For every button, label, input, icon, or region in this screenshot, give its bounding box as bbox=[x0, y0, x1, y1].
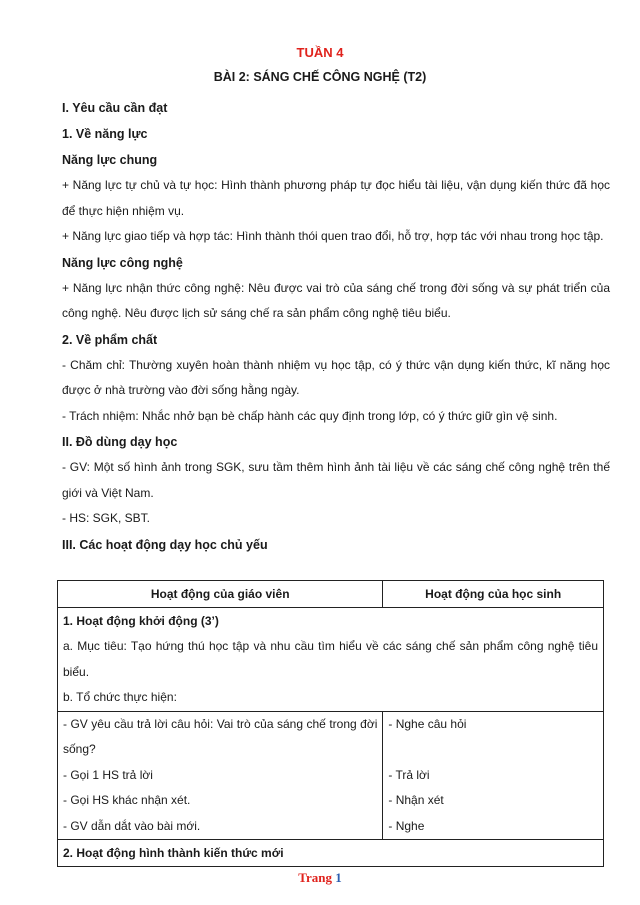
teacher-steps-cell bbox=[58, 711, 383, 840]
activity1-intro-row bbox=[58, 608, 604, 712]
general-competence-p2: + Năng lực giao tiếp và hợp tác: Hình thành thói quen trao đổi, hỗ trợ, hợp tác với nhau trong học tập. bbox=[62, 229, 604, 243]
general-competence-heading: Năng lực chung bbox=[62, 153, 158, 167]
materials-heading: II. Đồ dùng dạy học bbox=[62, 435, 178, 449]
tech-competence-heading: Năng lực công nghệ bbox=[62, 255, 183, 270]
activity2-title: 2. Hoạt động hình thành kiến thức mới bbox=[63, 846, 284, 860]
general-competence-p1: + Năng lực tự chủ và tự học: Hình thành phương pháp tự đọc hiểu tài liệu, vận dụng kiến thức đã học để thực hiện nhiệm vụ. bbox=[62, 178, 610, 218]
page-footer bbox=[0, 870, 640, 886]
lesson-content bbox=[62, 95, 610, 558]
activity2-row bbox=[58, 840, 604, 867]
competence-heading: 1. Về năng lực bbox=[62, 127, 148, 141]
activity1-organization: b. Tổ chức thực hiện: bbox=[63, 690, 177, 704]
page-number: 1 bbox=[335, 870, 342, 885]
quality-p2: - Trách nhiệm: Nhắc nhở bạn bè chấp hành các quy định trong lớp, có ý thức giữ gìn vệ sinh. bbox=[62, 408, 558, 423]
materials-gv: - GV: Một số hình ảnh trong SGK, sưu tầm thêm hình ảnh tài liệu về các sáng chế công nghệ trên thế giới và Việt Nam. bbox=[62, 460, 610, 500]
lesson-title: BÀI 2: SÁNG CHẾ CÔNG NGHỆ (T2) bbox=[213, 70, 427, 84]
teacher-step: - GV dẫn dắt vào bài mới. bbox=[63, 818, 201, 833]
quality-heading: 2. Về phẩm chất bbox=[62, 332, 158, 347]
student-step: - Nhận xét bbox=[388, 793, 444, 807]
materials-hs: - HS: SGK, SBT. bbox=[62, 511, 151, 525]
activity1-steps-row bbox=[58, 711, 604, 840]
tech-competence-p1: + Năng lực nhận thức công nghệ: Nêu được vai trò của sáng chế trong đời sống và sự phát triển của công nghệ. Nêu được lịch sử sáng chế ra sản phẩm công nghệ tiêu biểu. bbox=[62, 280, 610, 320]
activities-heading: III. Các hoạt động dạy học chủ yếu bbox=[62, 537, 268, 552]
activity1-goal: a. Mục tiêu: Tạo hứng thú học tập và nhu cầu tìm hiểu về các sáng chế sản phẩm công nghệ tiêu biểu. bbox=[63, 639, 598, 679]
teacher-step: - Gọi HS khác nhận xét. bbox=[63, 793, 191, 807]
page-label: Trang bbox=[298, 870, 332, 885]
teacher-column-header: Hoạt động của giáo viên bbox=[58, 581, 383, 608]
quality-p1: - Chăm chỉ: Thường xuyên hoàn thành nhiệm vụ học tập, có ý thức vận dụng kiến thức, kĩ năng học được ở nhà trường vào đời sống hằng ngày. bbox=[62, 357, 610, 397]
teacher-step: - Gọi 1 HS trả lời bbox=[63, 767, 153, 782]
teacher-step: - GV yêu cầu trả lời câu hỏi: Vai trò của sáng chế trong đời sống? bbox=[63, 716, 378, 756]
week-label: TUẦN 4 bbox=[296, 45, 344, 60]
student-column-header: Hoạt động của học sinh bbox=[383, 581, 604, 608]
student-step: - Nghe bbox=[388, 818, 425, 833]
student-step: - Nghe câu hỏi bbox=[388, 716, 467, 731]
table-header-row bbox=[58, 581, 604, 608]
section-objectives-heading: I. Yêu cầu cần đạt bbox=[62, 101, 168, 115]
student-step: - Trả lời bbox=[388, 767, 430, 782]
activities-table bbox=[57, 580, 604, 867]
student-steps-cell bbox=[383, 711, 604, 840]
activity1-title: 1. Hoạt động khởi động (3’) bbox=[63, 614, 219, 628]
